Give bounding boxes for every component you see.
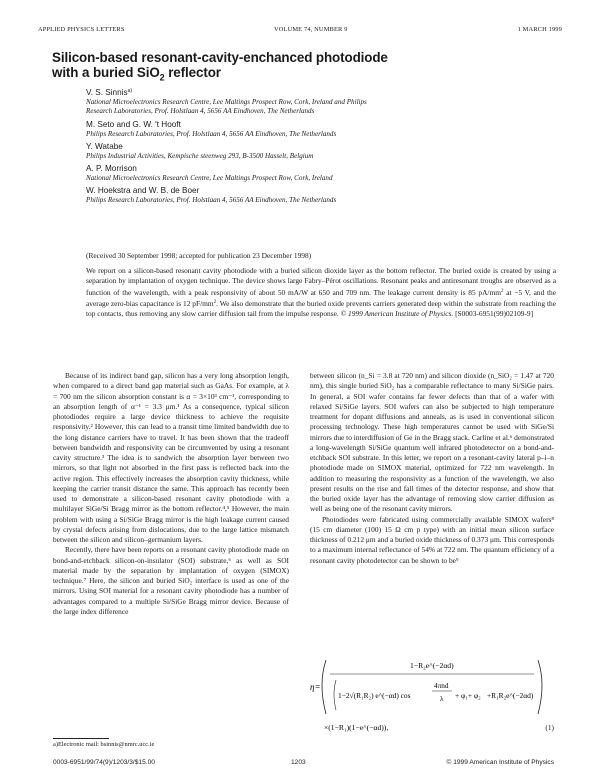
page-footer <box>53 759 554 769</box>
eq-cos-numerator: 4πnd <box>434 682 449 690</box>
author-affiliation: National Microelectronics Research Centre, Lee Maltings Prospect Row, Cork, Ireland <box>86 174 333 183</box>
article-code: 0003-6951/99/74(9)/1203/3/$15.00 <box>53 759 155 766</box>
author-block <box>86 142 556 161</box>
author-name: V. S. Sinnis$^{a)}$ <box>86 88 133 97</box>
article-title <box>52 50 552 86</box>
author-block <box>86 86 556 117</box>
author-name: W. Hoekstra and W. B. de Boer <box>86 186 200 196</box>
eq-denominator-2: + φ₁+ φ₂ <box>455 691 481 700</box>
eq-lhs: η= <box>310 682 321 692</box>
article-doi: [S0003-6951(99)02109-9] <box>453 309 534 318</box>
footnote: a)Electronic mail: bsinnis@nmrc.ucc.ie <box>53 741 155 748</box>
author-list <box>86 86 556 209</box>
paragraph: between silicon (n_Si = 3.8 at 720 nm) and silicon dioxide (n_SiO₂ = 1.47 at 720 nm), this single buried SiO₂ has a comparable reflectance to many Si/SiGe pairs. In general, a SOI wafer contains far fewer defects than that of a wafer with relaxed Si/SiGe layers. SOI wafers can also be subjected to high temperature treatment for dopant diffusions and anneals, as is used in conventional silicon processing technology. These high temperatures cannot be used with SiGe/Si mirrors due to interdiffusion of Ge in the Bragg stack. Carline et al.⁶ demonstrated a long-wavelength Si/SiGe quantum well infrared photodetector on a bond-and-etchback SOI substrate. In this letter, we report on a resonant-cavity lateral p–i–n photodiode made on SIMOX material, optimized for 722 nm wavelength. In addition to measuring the responsivity as a function of the wavelength, we also present results on the rise and fall times of the detector response, and show that the buried oxide layer has the advantage of removing slow carrier diffusion as well as being one of the resonant cavity mirrors. <box>310 371 554 514</box>
eq-right-paren <box>538 660 542 714</box>
author-name: A. P. Morrison <box>86 164 137 174</box>
eq-numerator: 1−R₂e^(−2αd) <box>410 661 454 670</box>
eq-left-paren <box>322 660 326 714</box>
eq-denominator-3: +R₁R₂e^(−2αd) <box>487 691 534 700</box>
paragraph: Recently, there have been reports on a resonant cavity photodiode made on bond-and-etchback silicon-on-insulator (SOI) substrate,⁶ as well as SOI material made by the separation by implantation of oxygen (SIMOX) technique.⁷ Here, the silicon and buried SiO₂ interface is used as one of the mirrors. Using SOI material for a resonant cavity photodiode has a number of advantages compared to a multiple Si/SiGe Bragg mirror device. Because of the large index difference <box>53 545 289 616</box>
author-affiliation: Research Laboratories, Prof. Holstlaan 4, 5656 AA Eindhoven, The Netherlands <box>86 107 315 116</box>
author-name: M. Seto and G. W. 't Hooft <box>86 119 181 129</box>
copyright-notice: © 1999 American Institute of Physics. <box>340 309 454 318</box>
body-column-right <box>310 371 554 566</box>
title-line-2: with a buried SiO$_2$ reflector <box>52 65 221 83</box>
page-number: 1203 <box>291 759 306 766</box>
issue-date: 1 MARCH 1999 <box>517 26 562 33</box>
journal-name: APPLIED PHYSICS LETTERS <box>38 26 125 33</box>
abstract: We report on a silicon-based resonant cavity photodiode with a buried silicon dioxide layer as the bottom reflector. The buried oxide is created by using a separation by implantation of oxygen technique. The device shows large Fabry–Pérot oscillations. Resonant peaks and antiresonant troughs are observed as a function of the wavelength, with a peak responsivity of about 50 mA/W at 650 and 709 nm. The leakage current density is 85 $pA/mm^2$ at −5 V, and the average zero-bias capacitance is 12 $pF/mm^2$. We also demonstrate that the buried oxide prevents carriers generated deep within the substrate from reaching the top contacts, thus removing any slow carrier diffusion tail from the impulse response. © 1999 American Institute of Physics. [S0003-6951(99)02109-9] <box>86 266 557 318</box>
equation-1 <box>310 656 554 736</box>
equation-number: (1) <box>545 723 554 732</box>
author-affiliation: Philips Research Laboratories, Prof. Holstlaan 4, 5656 AA Eindhoven, The Netherlands <box>86 129 337 138</box>
eq-cos-denominator: λ <box>440 695 444 703</box>
author-name: Y. Watabe <box>86 141 123 151</box>
publisher-copyright: © 1999 American Institute of Physics <box>446 759 554 766</box>
author-block <box>86 186 556 205</box>
paragraph: Photodiodes were fabricated using commercially available SIMOX wafers⁸ (15 cm diameter (100) 15 Ω cm p type) with an initial mean silicon surface thickness of 0.212 μm and a buried oxide thickness of 0.373 μm. This corresponds to a maximum internal reflectance of 54% at 722 nm. The quantum efficiency of a resonant cavity photodetector can be shown to be⁹ <box>310 514 554 565</box>
author-block <box>86 120 556 139</box>
author-block <box>86 164 556 183</box>
running-head <box>38 26 562 36</box>
eq-denominator-1: 1−2√(R₁R₂) e^(−αd) cos <box>338 691 411 700</box>
paragraph: Because of its indirect band gap, silicon has a very long absorption length, when compared to a direct band gap material such as GaAs. For example, at λ = 700 nm the silicon absorption constant is α = 3×10³ cm⁻¹, corresponding to an absorption length of α⁻¹ = 3.3 μm.¹ As a consequence, typical silicon photodiodes require a large device thickness to achieve the requisite responsivity.² However, this can lead to a transit time limited bandwidth due to the long distance carriers have to travel. It has been shown that the tradeoff between bandwidth and responsivity can be circumvented by using a resonant cavity structure.³ The idea is to sandwich the absorption layer between two mirrors, so that light not absorbed in the first pass is reflected back into the active region. This effectively increases the absorption cavity thickness, while keeping the carrier transit distance the same. This approach has recently been used to demonstrate a silicon-based resonant cavity photodiode with a multilayer SiGe/Si Bragg mirror as the bottom reflector.⁴,⁵ However, the main problem with using a Si/SiGe Bragg mirror is the high leakage current caused by crystal defects arising from dislocations, due to the large lattice mismatch between the silicon and silicon–germanium layers. <box>53 371 289 544</box>
author-affiliation: Philips Research Laboratories, Prof. Holstlaan 4, 5656 AA Eindhoven, The Netherlands <box>86 196 337 205</box>
volume-number: VOLUME 74, NUMBER 9 <box>274 26 348 33</box>
eq-inner-paren <box>334 680 336 710</box>
eq-tail: ×(1−R₁)(1−e^(−αd)), <box>324 723 389 732</box>
footnote-rule <box>53 738 109 739</box>
title-line-1: Silicon-based resonant-cavity-enchanced photodiode <box>52 50 388 65</box>
body-column-left <box>53 371 289 617</box>
received-dates: (Received 30 September 1998; accepted for publication 23 December 1998) <box>86 251 312 260</box>
author-affiliation: Philips Industrial Activities, Kempische steenweg 293, B-3500 Hasselt, Belgium <box>86 151 314 160</box>
author-affiliation: National Microelectronics Research Centre, Lee Maltings Prospect Row, Cork, Ireland and Philips <box>86 98 367 106</box>
equation-graphic <box>310 656 554 736</box>
